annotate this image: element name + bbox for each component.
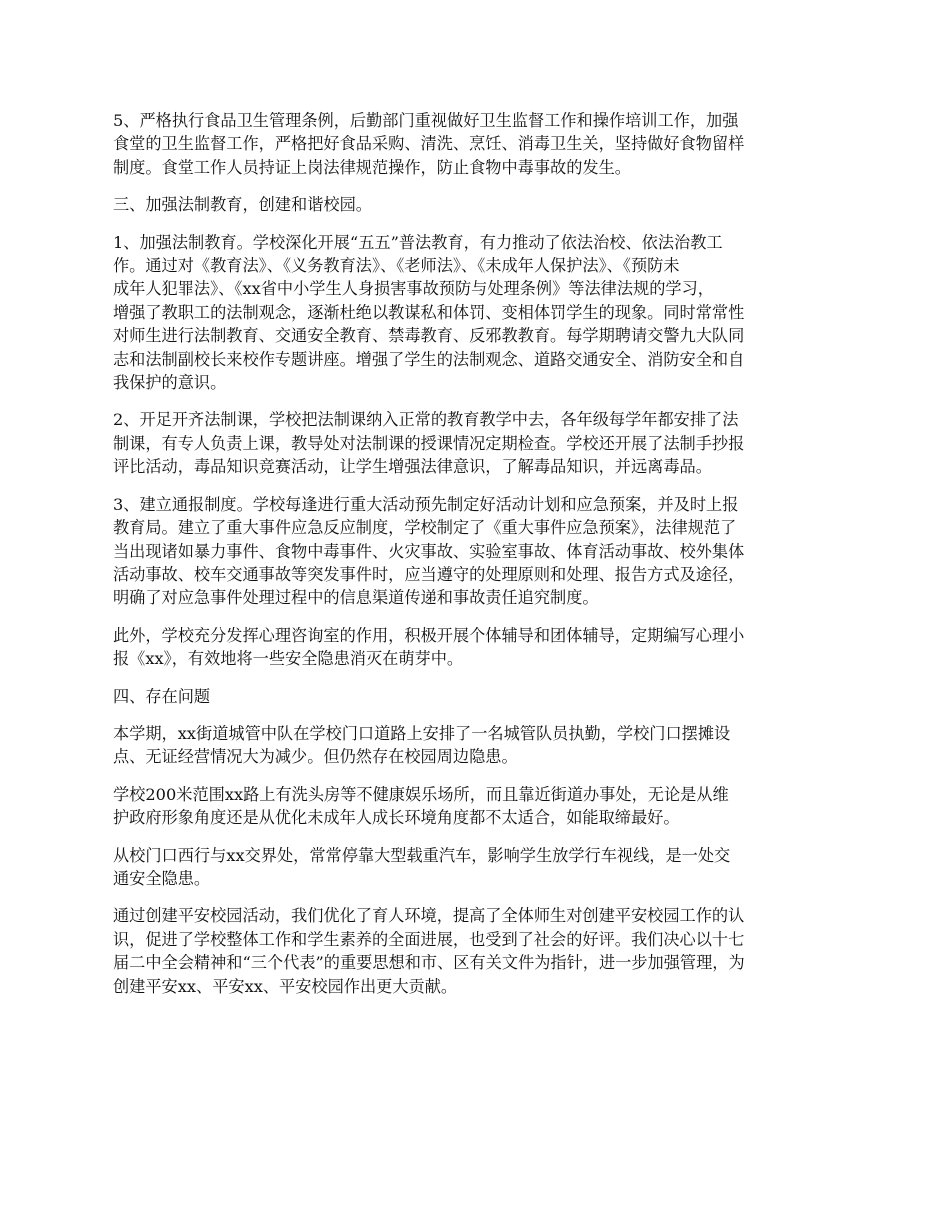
- paragraph-food-hygiene: 5、严格执行食品卫生管理条例，后勤部门重视做好卫生监督工作和操作培训工作，加强 食堂的卫生监督工作，严格把好食品采购、清洗、烹饪、消毒卫生关，坚持做好食物留样 制度。食堂工作人员持证上岗法律规范操作，防止食物中毒事故的发生。: [113, 111, 745, 177]
- paragraph-traffic-hazard: 从校门口西行与xx交界处，常常停靠大型载重汽车，影响学生放学行车视线，是一处交 通安全隐患。: [113, 845, 731, 888]
- section-heading-existing-problems: 四、存在问题: [113, 686, 211, 706]
- paragraph-counseling: 此外，学校充分发挥心理咨询室的作用，积极开展个体辅导和团体辅导，定期编写心理小 报《xx》，有效地将一些安全隐患消灭在萌芽中。: [113, 625, 745, 669]
- paragraph-conclusion: 通过创建平安校园活动，我们优化了育人环境，提高了全体师生对创建平安校园工作的认 识，促进了学校整体工作和学生素养的全面进展，也受到了社会的好评。我们决心以十七 届二中全会精神和“三个代表”的重要思想和市、区有关文件为指针，进一步加强管理，为 创建平安xx、平安xx、平安校园作出更大贡献。: [113, 906, 745, 996]
- paragraph-city-management: 本学期，xx街道城管中队在学校门口道路上安排了一名城管队员执勤，学校门口摆摊设 点、无证经营情况大为减少。但仍然存在校园周边隐患。: [113, 723, 731, 767]
- section-heading-legal-education: 三、加强法制教育，创建和谐校园。: [113, 195, 372, 215]
- paragraph-legal-education: 1、加强法制教育。学校深化开展“五五”普法教育，有力推动了依法治校、依法治教工 作。通过对《教育法》、《义务教育法》、《老师法》、《未成年人保护法》、《预防未 成年人犯罪法》、《xx省中小学生人身损害事故预防与处理条例》等法律法规的学习， 增强了教职工的法制观念，逐渐杜绝以教谋私和体罚、变相体罚学生的现象。同时常常性 对师生进行法制教育、交通安全教育、禁毒教育、反邪教教育。每学期聘请交警九大队同 志和法制副校长来校作专题讲座。增强了学生的法制观念、道路交通安全、消防安全和自 我保护的意识。: [113, 232, 745, 393]
- paragraph-reporting-system: 3、建立通报制度。学校每逢进行重大活动预先制定好活动计划和应急预案，并及时上报 教育局。建立了重大事件应急反应制度，学校制定了《重大事件应急预案》，法律规范了 当出现诸如暴力事件、食物中毒事件、火灾事故、实验室事故、体育活动事故、校外集体 活动事故、校车交通事故等突发事件时，应当遵守的处理原则和处理、报告方式及途径， 明确了对应急事件处理过程中的信息渠道传递和事故责任追究制度。: [113, 494, 745, 608]
- paragraph-legal-courses: 2、开足开齐法制课，学校把法制课纳入正常的教育教学中去，各年级每学年都安排了法 制课，有专人负责上课，教导处对法制课的授课情况定期检查。学校还开展了法制手抄报 评比活动，毒品知识竞赛活动，让学生增强法律意识，了解毒品知识，并远离毒品。: [113, 410, 745, 477]
- paragraph-entertainment-venues: 学校200米范围xx路上有洗头房等不健康娱乐场所，而且靠近街道办事处，无论是从维 护政府形象角度还是从优化未成年人成长环境角度都不太适合，如能取缔最好。: [113, 784, 729, 828]
- document-page: [113, 109, 840, 1012]
